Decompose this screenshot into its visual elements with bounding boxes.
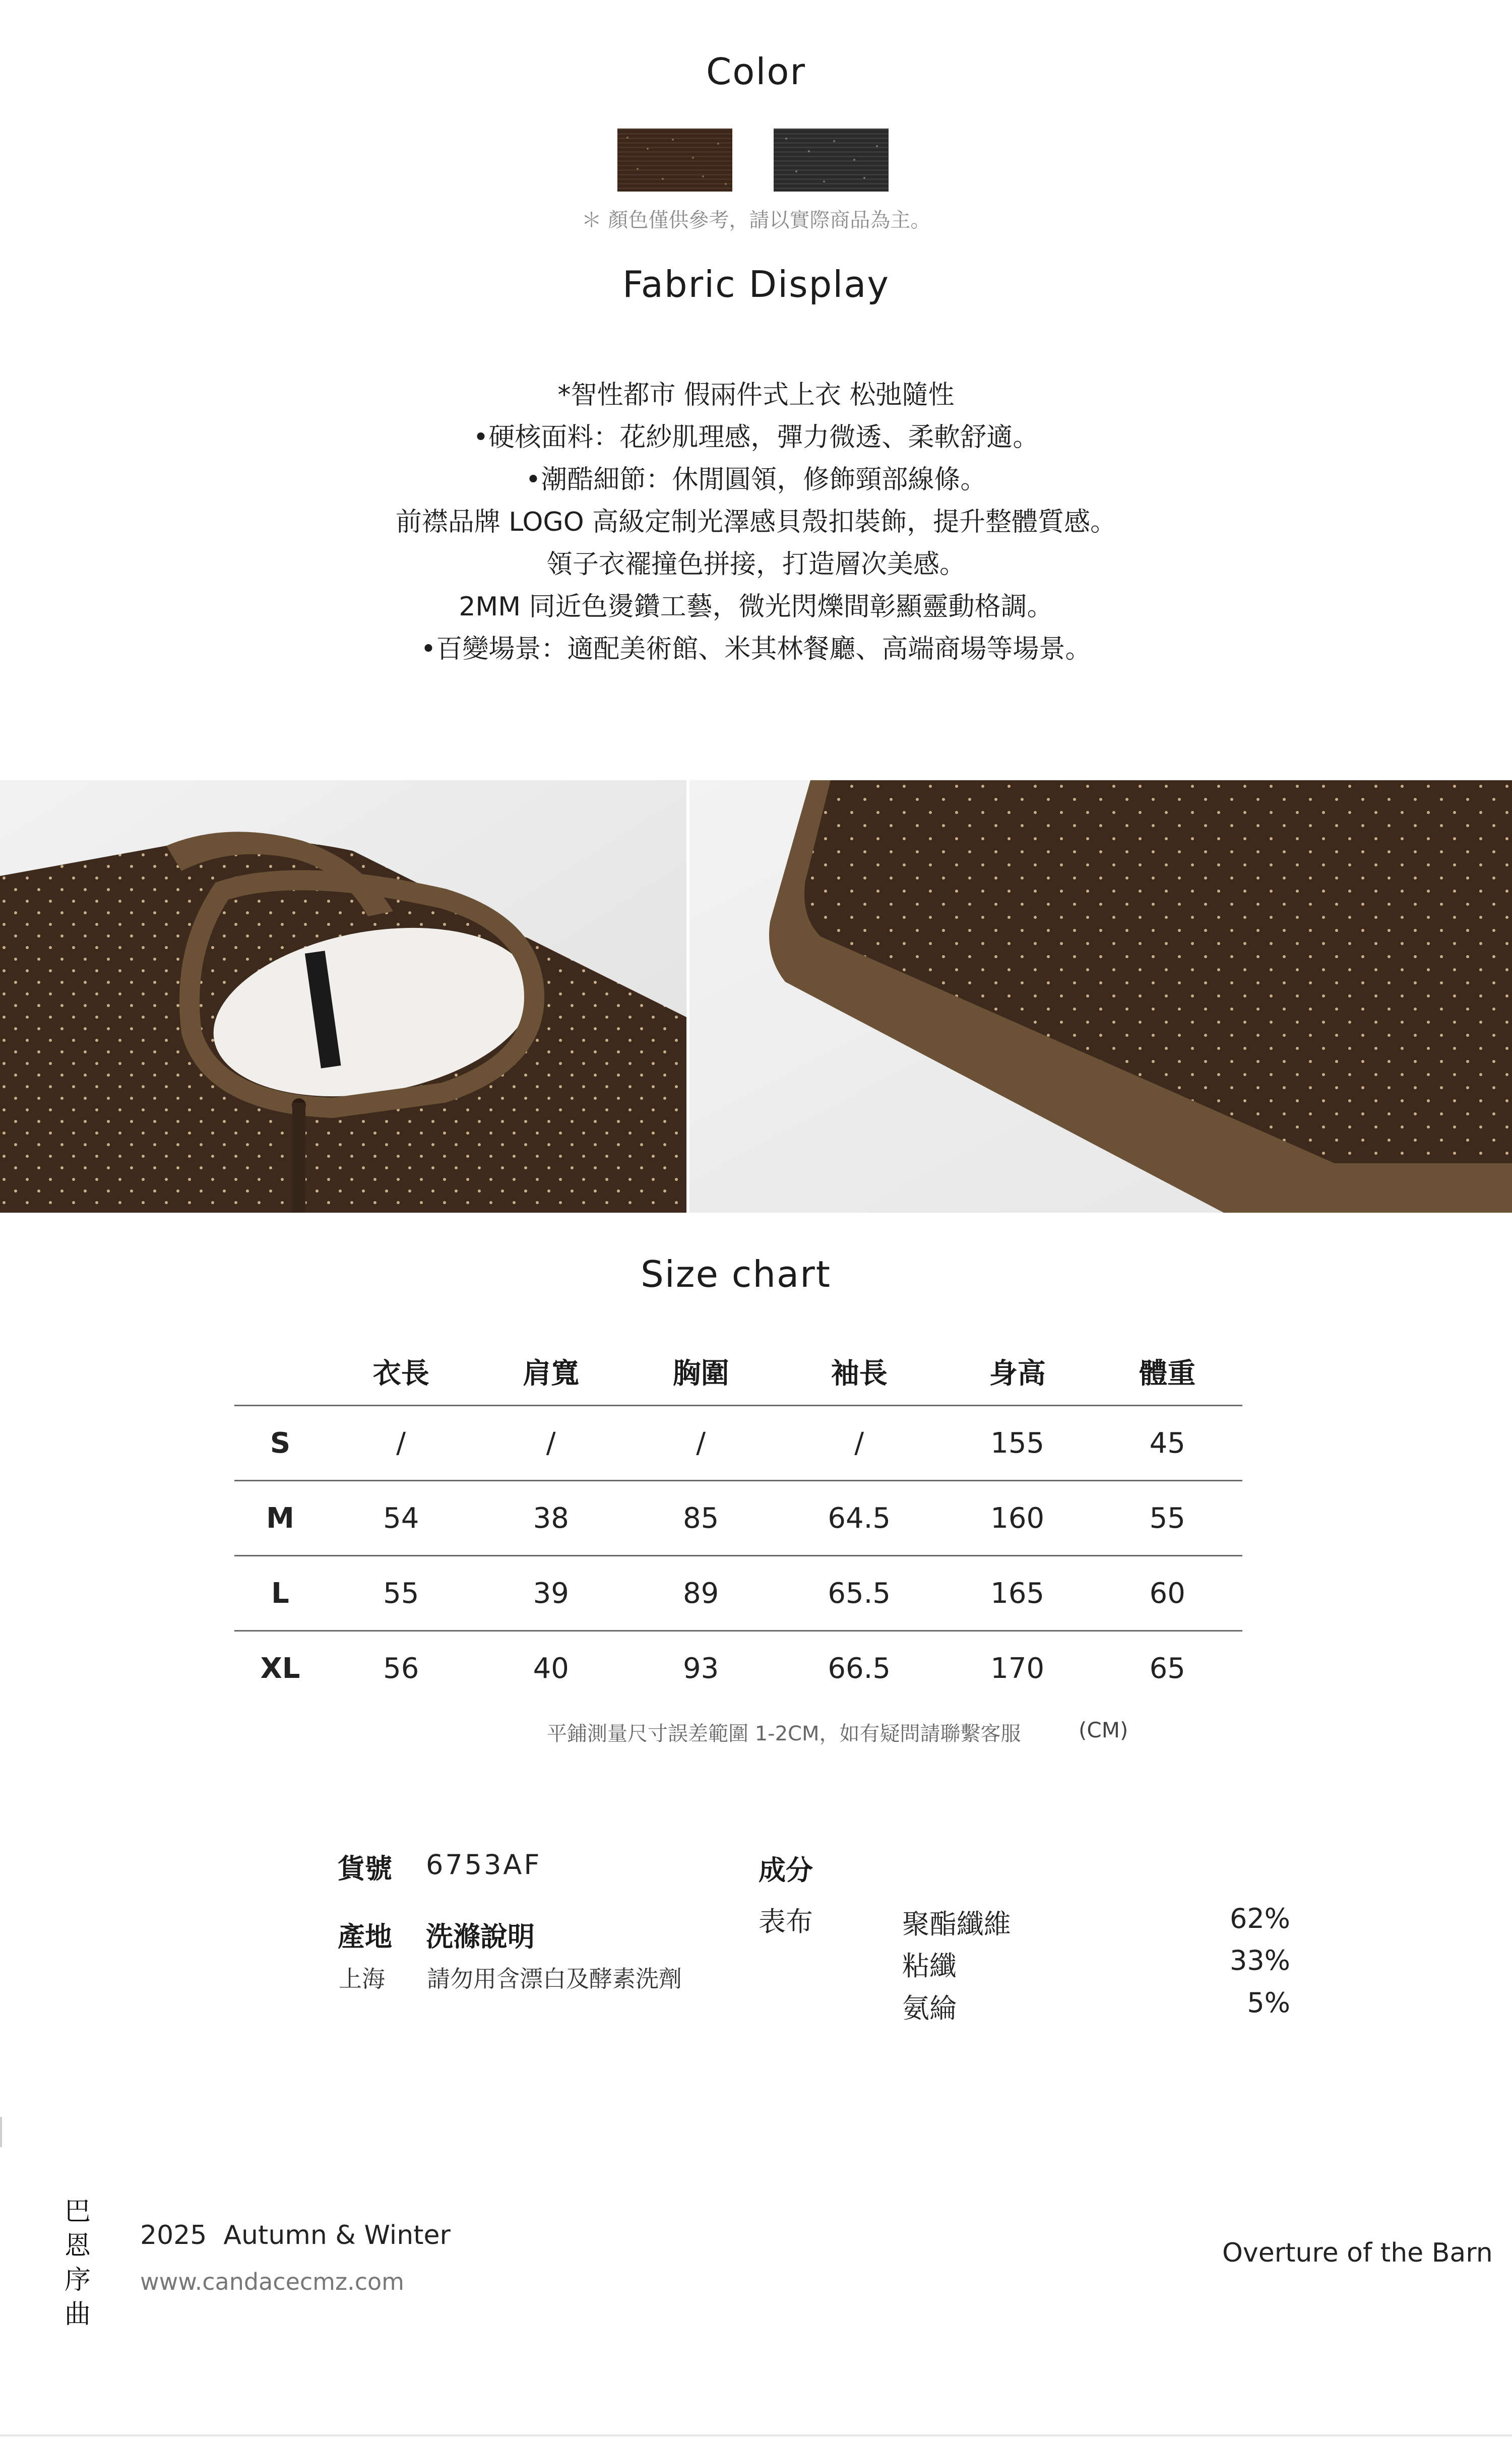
table-cell: / xyxy=(626,1406,776,1481)
fabric-line: 前襟品牌 LOGO 高級定制光澤感貝殼扣裝飾，提升整體質感。 xyxy=(395,507,1117,537)
brand-char: 曲 xyxy=(65,2299,91,2330)
item-number-label: 貨號 xyxy=(338,1853,392,1885)
fabric-description xyxy=(0,374,1512,670)
fabric-part-label: 表布 xyxy=(759,1906,813,1937)
table-cell: 65.5 xyxy=(776,1556,942,1631)
table-cell: 170 xyxy=(942,1631,1092,1706)
item-number: 6753AF xyxy=(426,1849,542,1881)
table-cell: 66.5 xyxy=(776,1631,942,1706)
material-name: 聚酯纖維 xyxy=(902,1908,1011,1940)
size-chart-heading: Size chart xyxy=(641,1253,831,1295)
color-swatch-black[interactable] xyxy=(774,129,889,192)
size-column-header: 體重 xyxy=(1139,1357,1196,1390)
size-column-header-empty xyxy=(234,1338,326,1406)
fabric-line: 2MM 同近色燙鑽工藝，微光閃爍間彰顯靈動格調。 xyxy=(459,592,1053,622)
table-cell: 165 xyxy=(942,1556,1092,1631)
collar-detail-photo xyxy=(0,780,686,1213)
table-cell: 60 xyxy=(1092,1556,1242,1631)
table-cell: 56 xyxy=(326,1631,476,1706)
composition-label: 成分 xyxy=(759,1854,813,1886)
table-cell: / xyxy=(476,1406,625,1481)
brand-char: 恩 xyxy=(65,2231,91,2261)
origin-label: 產地 xyxy=(338,1921,392,1953)
fabric-line: *智性都市 假兩件式上衣 松弛隨性 xyxy=(557,380,955,410)
website-link[interactable]: www.candacecmz.com xyxy=(140,2268,404,2295)
fabric-line: •潮酷細節：休閒圓領，修飾頸部線條。 xyxy=(525,465,987,495)
wash-label: 洗滌說明 xyxy=(426,1921,535,1953)
table-row xyxy=(234,1556,1242,1631)
size-column-header: 胸圍 xyxy=(672,1357,729,1390)
size-chart-note: 平鋪測量尺寸誤差範圍 1-2CM，如有疑問請聯繫客服 xyxy=(547,1722,1021,1745)
size-table xyxy=(234,1338,1242,1705)
collection-title: Overture of the Barn xyxy=(1222,2238,1493,2268)
brand-char: 序 xyxy=(65,2265,91,2295)
size-column-header: 袖長 xyxy=(831,1357,888,1390)
table-cell: 89 xyxy=(626,1556,776,1631)
wash-instructions: 請勿用含漂白及酵素洗劑 xyxy=(427,1965,682,1992)
table-cell: 40 xyxy=(476,1631,625,1706)
table-cell: 54 xyxy=(326,1481,476,1556)
table-cell: 39 xyxy=(476,1556,625,1631)
size-label: L xyxy=(234,1556,326,1631)
fabric-line: •硬核面料：花紗肌理感，彈力微透、柔軟舒適。 xyxy=(473,422,1039,453)
material-percent: 33% xyxy=(1229,1945,1290,1976)
table-cell: 155 xyxy=(942,1406,1092,1481)
color-disclaimer: ＊ 顏色僅供參考，請以實際商品為主。 xyxy=(581,209,931,232)
size-column-header: 身高 xyxy=(989,1357,1046,1390)
table-cell: 85 xyxy=(626,1481,776,1556)
color-heading: Color xyxy=(706,50,806,93)
table-row xyxy=(234,1631,1242,1706)
material-name: 氨綸 xyxy=(902,1992,957,2024)
size-label: XL xyxy=(234,1631,326,1706)
fabric-heading: Fabric Display xyxy=(622,263,890,305)
hem-detail-photo xyxy=(689,780,1512,1213)
table-row xyxy=(234,1406,1242,1481)
bottom-rule xyxy=(0,2434,1512,2436)
table-cell: / xyxy=(326,1406,476,1481)
season-label: 2025 Autumn & Winter xyxy=(140,2220,451,2250)
brand-char: 巴 xyxy=(65,2197,91,2227)
brown-fabric-texture xyxy=(617,129,732,192)
table-cell: / xyxy=(776,1406,942,1481)
black-fabric-texture xyxy=(774,129,889,192)
table-cell: 160 xyxy=(942,1481,1092,1556)
fabric-line: •百變場景：適配美術館、米其林餐廳、高端商場等場景。 xyxy=(420,634,1092,664)
table-cell: 45 xyxy=(1092,1406,1242,1481)
fabric-line: 領子衣襬撞色拼接，打造層次美感。 xyxy=(546,549,966,580)
size-table-header xyxy=(234,1338,1242,1406)
table-row xyxy=(234,1481,1242,1556)
edge-divider xyxy=(0,2117,2,2147)
size-label: M xyxy=(234,1481,326,1556)
table-cell: 93 xyxy=(626,1631,776,1706)
table-cell: 65 xyxy=(1092,1631,1242,1706)
origin-value: 上海 xyxy=(339,1965,385,1992)
size-label: S xyxy=(234,1406,326,1481)
size-column-header: 肩寬 xyxy=(523,1357,580,1390)
material-percent: 5% xyxy=(1247,1987,1290,2019)
size-chart-unit: (CM) xyxy=(1079,1718,1128,1742)
color-swatch-brown[interactable] xyxy=(617,129,732,192)
material-name: 粘纖 xyxy=(902,1950,957,1982)
material-percent: 62% xyxy=(1229,1903,1290,1934)
table-cell: 38 xyxy=(476,1481,625,1556)
table-cell: 55 xyxy=(326,1556,476,1631)
table-cell: 64.5 xyxy=(776,1481,942,1556)
brand-vertical xyxy=(65,2190,100,2330)
table-cell: 55 xyxy=(1092,1481,1242,1556)
size-column-header: 衣長 xyxy=(372,1357,429,1390)
